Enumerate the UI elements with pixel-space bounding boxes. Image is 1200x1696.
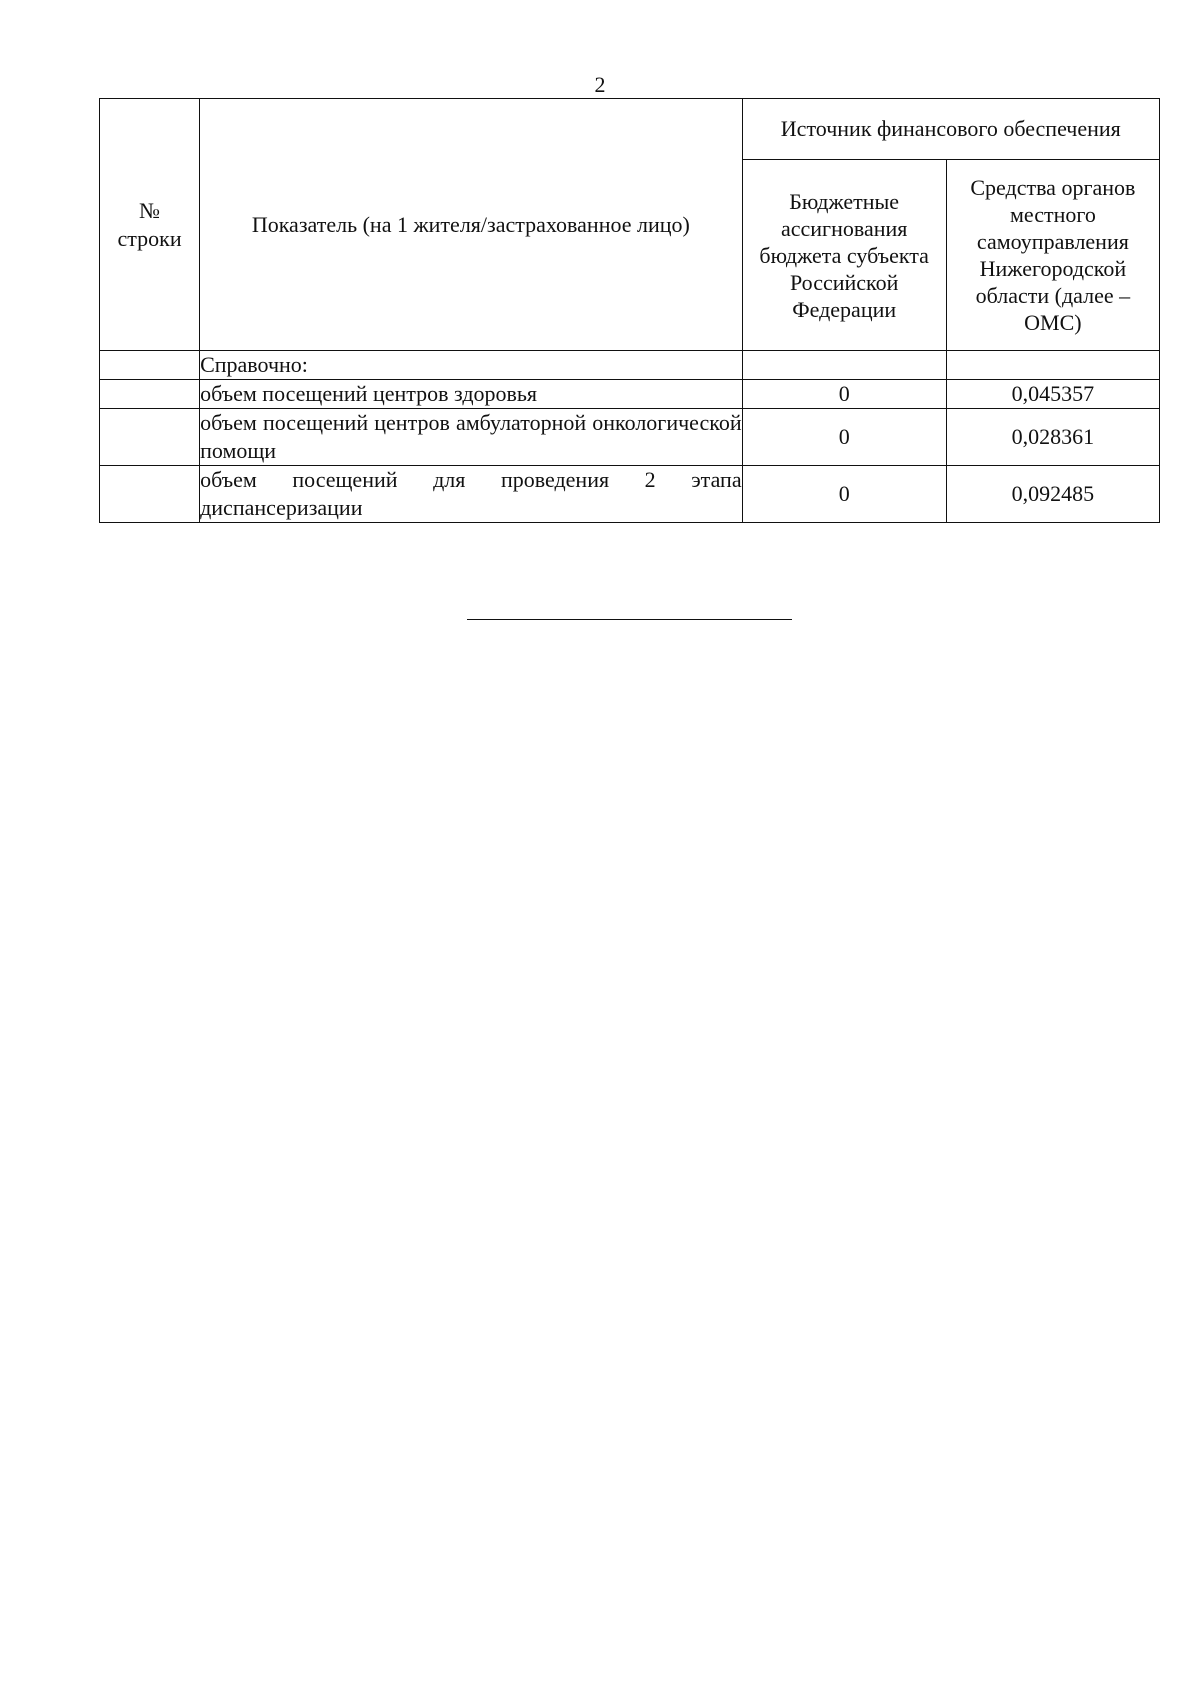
- table-row: [100, 380, 1160, 409]
- local-column-header: Средства органов местного самоуправления Нижегородской области (далее – ОМС): [946, 160, 1159, 351]
- section-number-cell: [100, 351, 200, 380]
- row-indicator: объем посещений центров здоровья: [200, 380, 743, 409]
- row-budget-value: 0: [742, 380, 946, 409]
- row-budget-value: 0: [742, 466, 946, 523]
- row-budget-value: 0: [742, 409, 946, 466]
- row-number-header: [100, 99, 200, 351]
- row-number: [100, 466, 200, 523]
- table-row: [100, 409, 1160, 466]
- financing-table: [99, 98, 1160, 523]
- page-number: 2: [594, 72, 606, 97]
- end-of-document-rule: [467, 619, 792, 620]
- row-number-symbol: №: [139, 197, 161, 223]
- row-number: [100, 409, 200, 466]
- section-label: Справочно:: [200, 351, 743, 380]
- row-number-label: строки: [117, 225, 182, 251]
- table-header-row: [100, 99, 1160, 160]
- row-local-value: 0,028361: [946, 409, 1159, 466]
- section-local-cell: [946, 351, 1159, 380]
- budget-column-header: Бюджетные ассигнования бюджета субъекта Российской Федерации: [742, 160, 946, 351]
- row-local-value: 0,092485: [946, 466, 1159, 523]
- row-indicator: объем посещений для проведения 2 этапа диспансеризации: [200, 466, 743, 523]
- row-number: [100, 380, 200, 409]
- indicator-header: Показатель (на 1 жителя/застрахованное лицо): [200, 99, 743, 351]
- row-local-value: 0,045357: [946, 380, 1159, 409]
- table-row: [100, 466, 1160, 523]
- funding-source-header: Источник финансового обеспечения: [742, 99, 1159, 160]
- section-budget-cell: [742, 351, 946, 380]
- row-indicator: объем посещений центров амбулаторной онкологической помощи: [200, 409, 743, 466]
- section-row: [100, 351, 1160, 380]
